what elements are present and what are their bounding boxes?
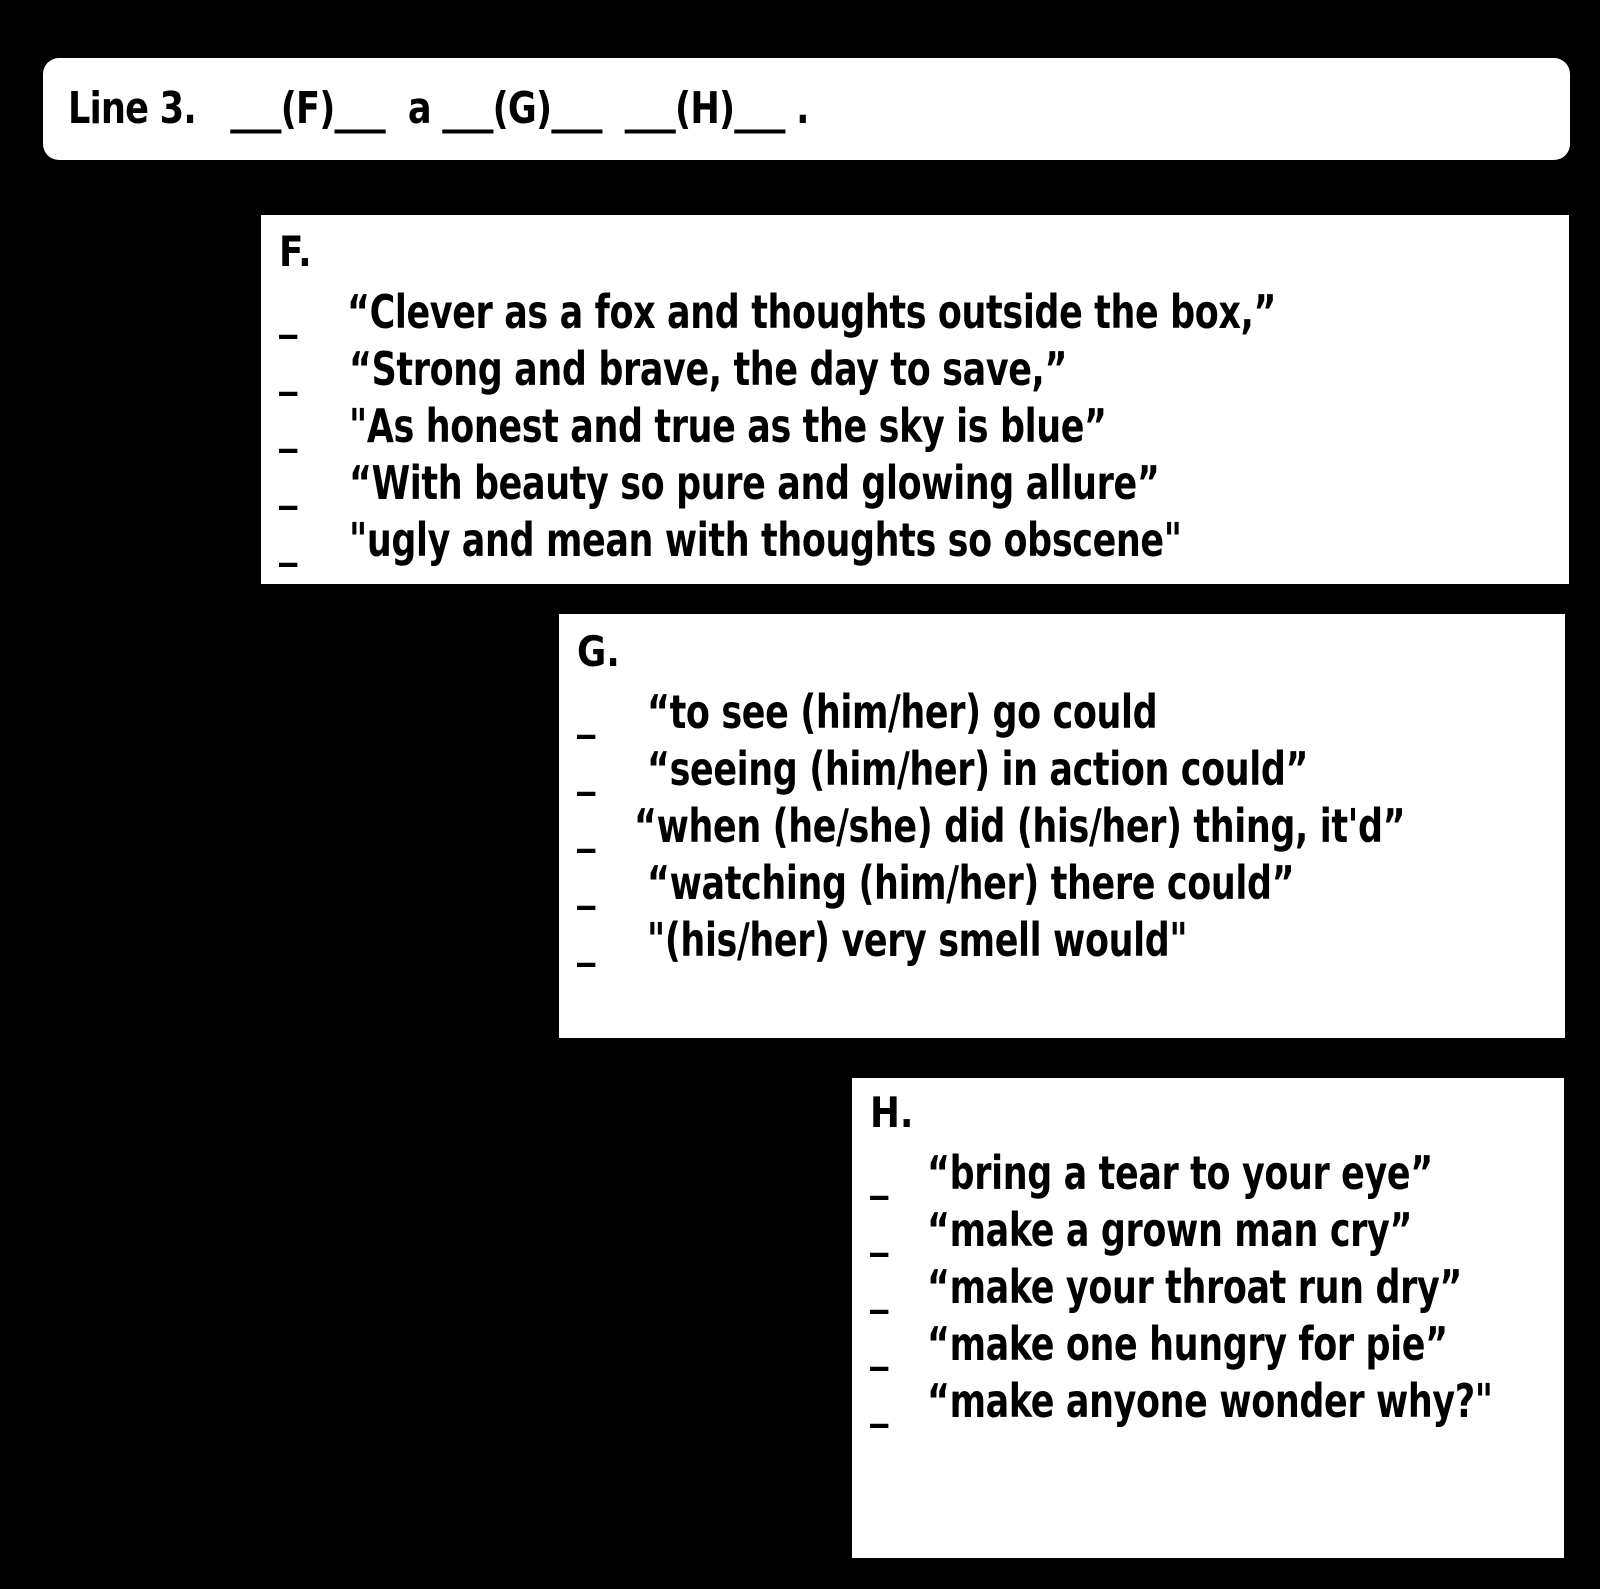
answer-blank[interactable]: _ <box>577 799 596 853</box>
option-f-1 <box>279 278 1569 339</box>
option-f-5 <box>279 506 1569 567</box>
option-text: “when (he/she) did (his/her) thing, it'd” <box>634 799 1406 853</box>
panel-f-letter: F. <box>279 227 312 276</box>
option-h-5 <box>870 1367 1564 1428</box>
option-text: “Strong and brave, the day to save,” <box>349 342 1068 396</box>
option-g-2 <box>577 735 1565 796</box>
panel-g <box>559 614 1565 1038</box>
option-text: “bring a tear to your eye” <box>927 1146 1433 1200</box>
answer-blank[interactable]: _ <box>279 456 298 510</box>
option-text: “make a grown man cry” <box>927 1203 1413 1257</box>
option-h-4 <box>870 1310 1564 1371</box>
answer-blank[interactable]: _ <box>870 1374 889 1428</box>
option-h-1 <box>870 1139 1564 1200</box>
option-text: “watching (him/her) there could” <box>647 856 1295 910</box>
option-g-3 <box>577 792 1565 853</box>
line-3-prompt: Line 3. ___(F)___ a ___(G)___ ___(H)___ . <box>68 83 809 134</box>
option-text: “make anyone wonder why?" <box>927 1374 1493 1428</box>
answer-blank[interactable]: _ <box>577 685 596 739</box>
option-text: "(his/her) very smell would" <box>647 913 1188 967</box>
option-text: “seeing (him/her) in action could” <box>647 742 1309 796</box>
option-text: “make your throat run dry” <box>927 1260 1462 1314</box>
option-text: "As honest and true as the sky is blue” <box>349 399 1107 453</box>
option-h-3 <box>870 1253 1564 1314</box>
option-g-1 <box>577 678 1565 739</box>
answer-blank[interactable]: _ <box>279 285 298 339</box>
answer-blank[interactable]: _ <box>870 1317 889 1371</box>
panel-g-letter: G. <box>577 627 620 676</box>
answer-blank[interactable]: _ <box>577 856 596 910</box>
answer-blank[interactable]: _ <box>870 1203 889 1257</box>
option-g-5 <box>577 906 1565 967</box>
panel-h <box>852 1078 1564 1558</box>
header-bar <box>43 58 1570 160</box>
answer-blank[interactable]: _ <box>577 913 596 967</box>
option-f-3 <box>279 392 1569 453</box>
answer-blank[interactable]: _ <box>279 399 298 453</box>
answer-blank[interactable]: _ <box>870 1146 889 1200</box>
answer-blank[interactable]: _ <box>577 742 596 796</box>
option-text: "ugly and mean with thoughts so obscene" <box>349 513 1182 567</box>
panel-h-letter: H. <box>870 1088 914 1137</box>
answer-blank[interactable]: _ <box>279 513 298 567</box>
option-f-4 <box>279 449 1569 510</box>
option-text: “Clever as a fox and thoughts outside the box,” <box>346 285 1276 339</box>
option-text: “With beauty so pure and glowing allure” <box>349 456 1160 510</box>
answer-blank[interactable]: _ <box>870 1260 889 1314</box>
answer-blank[interactable]: _ <box>279 342 298 396</box>
option-text: “to see (him/her) go could <box>647 685 1158 739</box>
option-g-4 <box>577 849 1565 910</box>
option-text: “make one hungry for pie” <box>927 1317 1448 1371</box>
option-f-2 <box>279 335 1569 396</box>
option-h-2 <box>870 1196 1564 1257</box>
panel-f <box>261 215 1569 584</box>
